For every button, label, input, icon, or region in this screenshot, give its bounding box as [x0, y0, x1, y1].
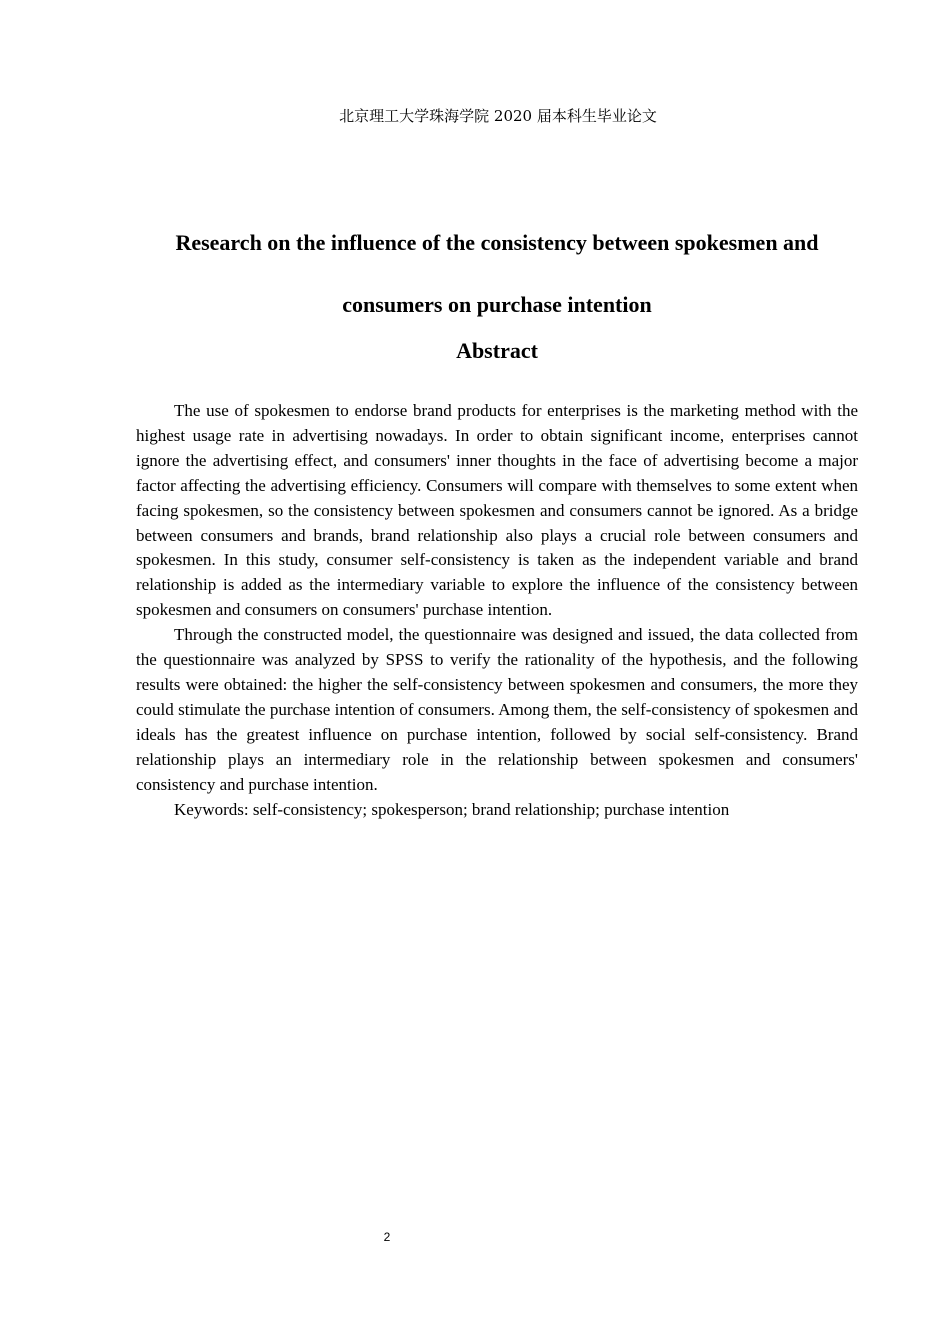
abstract-paragraph-1: The use of spokesmen to endorse brand products for enterprises is the marketing method with the highest usage rate in advertising nowadays. In order to obtain significant income, enterprises cannot ignore the advertising effect, and consumers' inner thoughts in the face of advertising become a major factor affecting the advertising efficiency. Consumers will compare with themselves to some extent when facing spokesmen, so the consistency between spokesmen and consumers cannot be ignored. As a bridge between consumers and brands, brand relationship also plays a crucial role between consumers and spokesmen. In this study, consumer self-consistency is taken as the independent variable and brand relationship is added as the intermediary variable to explore the influence of the consistency between spokesmen and consumers on consumers' purchase intention. — [136, 401, 858, 620]
abstract-body — [136, 399, 858, 822]
title-line-2: consumers on purchase intention — [342, 292, 652, 317]
running-header: 北京理工大学珠海学院 2020 届本科生毕业论文 — [339, 107, 657, 125]
page-number: 2 — [383, 1230, 391, 1244]
keywords-line: Keywords: self-consistency; spokesperson; brand relationship; purchase intention — [174, 799, 730, 819]
thesis-title — [136, 212, 858, 336]
title-line-1: Research on the influence of the consistency between spokesmen and — [175, 230, 819, 255]
abstract-paragraph-2: Through the constructed model, the questionnaire was designed and issued, the data collected from the questionnaire was analyzed by SPSS to verify the rationality of the hypothesis, and the following results were obtained: the higher the self-consistency between spokesmen and consumers, the more they could stimulate the purchase intention of consumers. Among them, the self-consistency of spokesmen and ideals has the greatest influence on purchase intention, followed by social self-consistency. Brand relationship plays an intermediary role in the relationship between spokesmen and consumers' consistency and purchase intention. — [136, 625, 858, 794]
abstract-heading: Abstract — [456, 338, 538, 363]
